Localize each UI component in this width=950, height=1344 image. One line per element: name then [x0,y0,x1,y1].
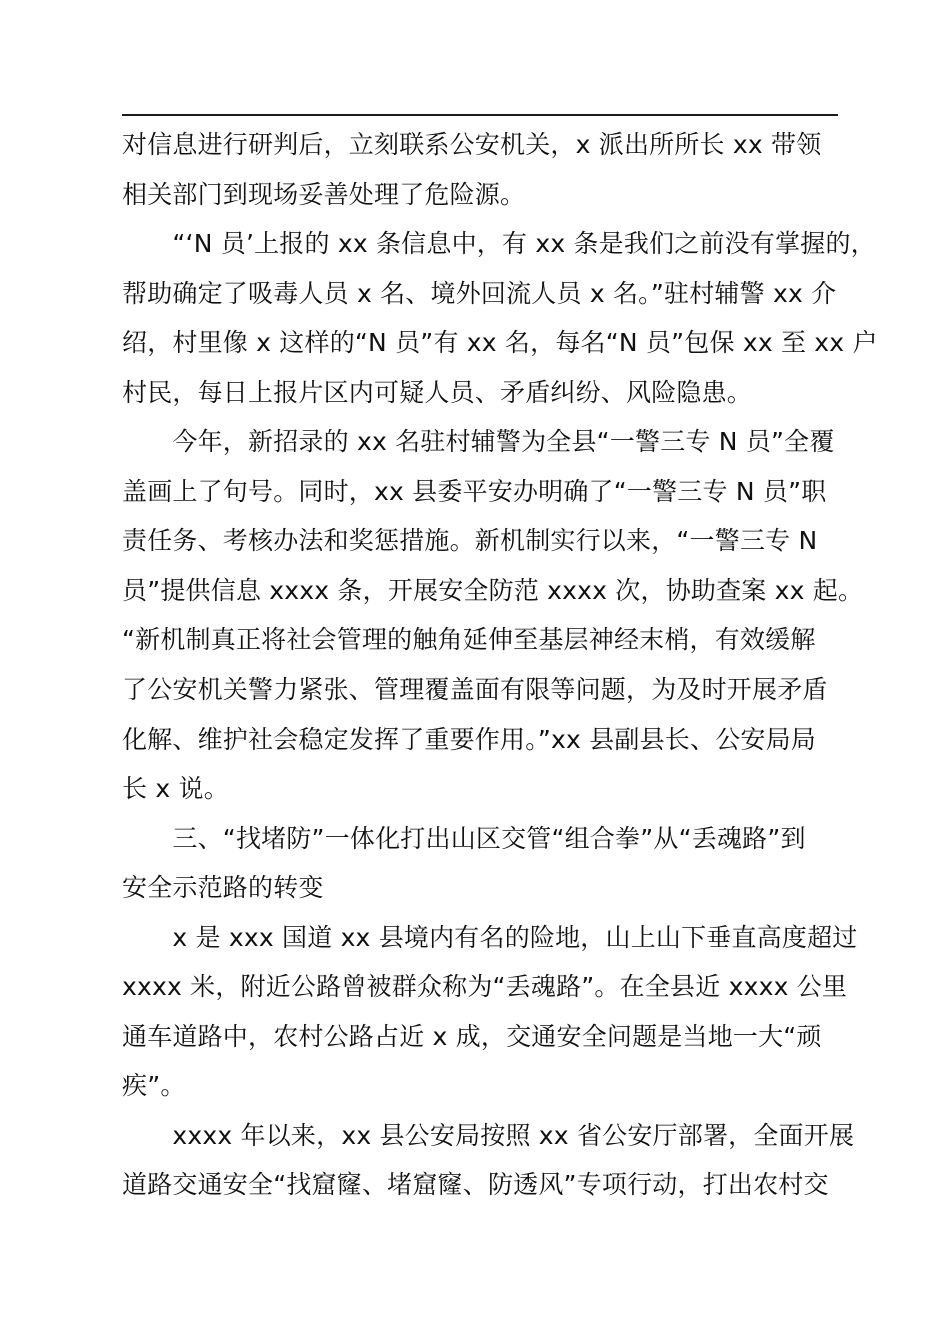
text-line: 化解、维护社会稳定发挥了重要作用。”xx 县副县长、公安局局 [122,724,816,754]
text-line: 盖画上了句号。同时，xx 县委平安办明确了“一警三专 N 员”职 [122,476,827,506]
text-line: 道路交通安全“找窟窿、堵窟窿、防透风”专项行动，打出农村交 [122,1170,829,1200]
text-line: 相关部门到现场妥善处理了危险源。 [122,179,526,209]
text-line: 责任务、考核办法和奖惩措施。新机制实行以来，“一警三专 N [122,526,818,556]
text-line: 帮助确定了吸毒人员 x 名、境外回流人员 x 名。”驻村辅警 xx 介 [122,278,837,308]
text-line: 今年，新招录的 xx 名驻村辅警为全县“一警三专 N 员”全覆 [122,427,835,457]
text-line: 长 x 说。 [122,774,229,804]
text-line: x 是 xxx 国道 xx 县境内有名的险地，山上山下垂直高度超过 [122,922,858,952]
section-heading-line: 三、“找堵防”一体化打出山区交管“组合拳”从“丢魂路”到 [122,823,806,853]
text-line: 员”提供信息 xxxx 条，开展安全防范 xxxx 次，协助查案 xx 起。 [122,575,864,605]
document-body [122,120,878,1210]
text-line: “新机制真正将社会管理的触角延伸至基层神经末梢，有效缓解 [122,625,816,655]
section-heading-line: 安全示范路的转变 [122,873,324,903]
text-line: 通车道路中，农村公路占近 x 成，交通安全问题是当地一大“顽 [122,1021,822,1051]
text-line: xxxx 年以来，xx 县公安局按照 xx 省公安厅部署，全面开展 [122,1120,855,1150]
text-line: 绍，村里像 x 这样的“N 员”有 xx 名，每名“N 员”包保 xx 至 xx 户 [122,328,878,358]
text-line: 了公安机关警力紧张、管理覆盖面有限等问题，为及时开展矛盾 [122,675,828,705]
header-rule [122,114,838,116]
text-line: 对信息进行研判后，立刻联系公安机关，x 派出所所长 xx 带领 [122,130,822,159]
text-line: xxxx 米，附近公路曾被群众称为“丢魂路”。在全县近 xxxx 公里 [122,972,848,1002]
text-line: 村民，每日上报片区内可疑人员、矛盾纠纷、风险隐患。 [122,377,753,407]
text-line: “‘N 员’上报的 xx 条信息中，有 xx 条是我们之前没有掌握的， [122,229,876,259]
text-line: 疾”。 [122,1071,186,1101]
